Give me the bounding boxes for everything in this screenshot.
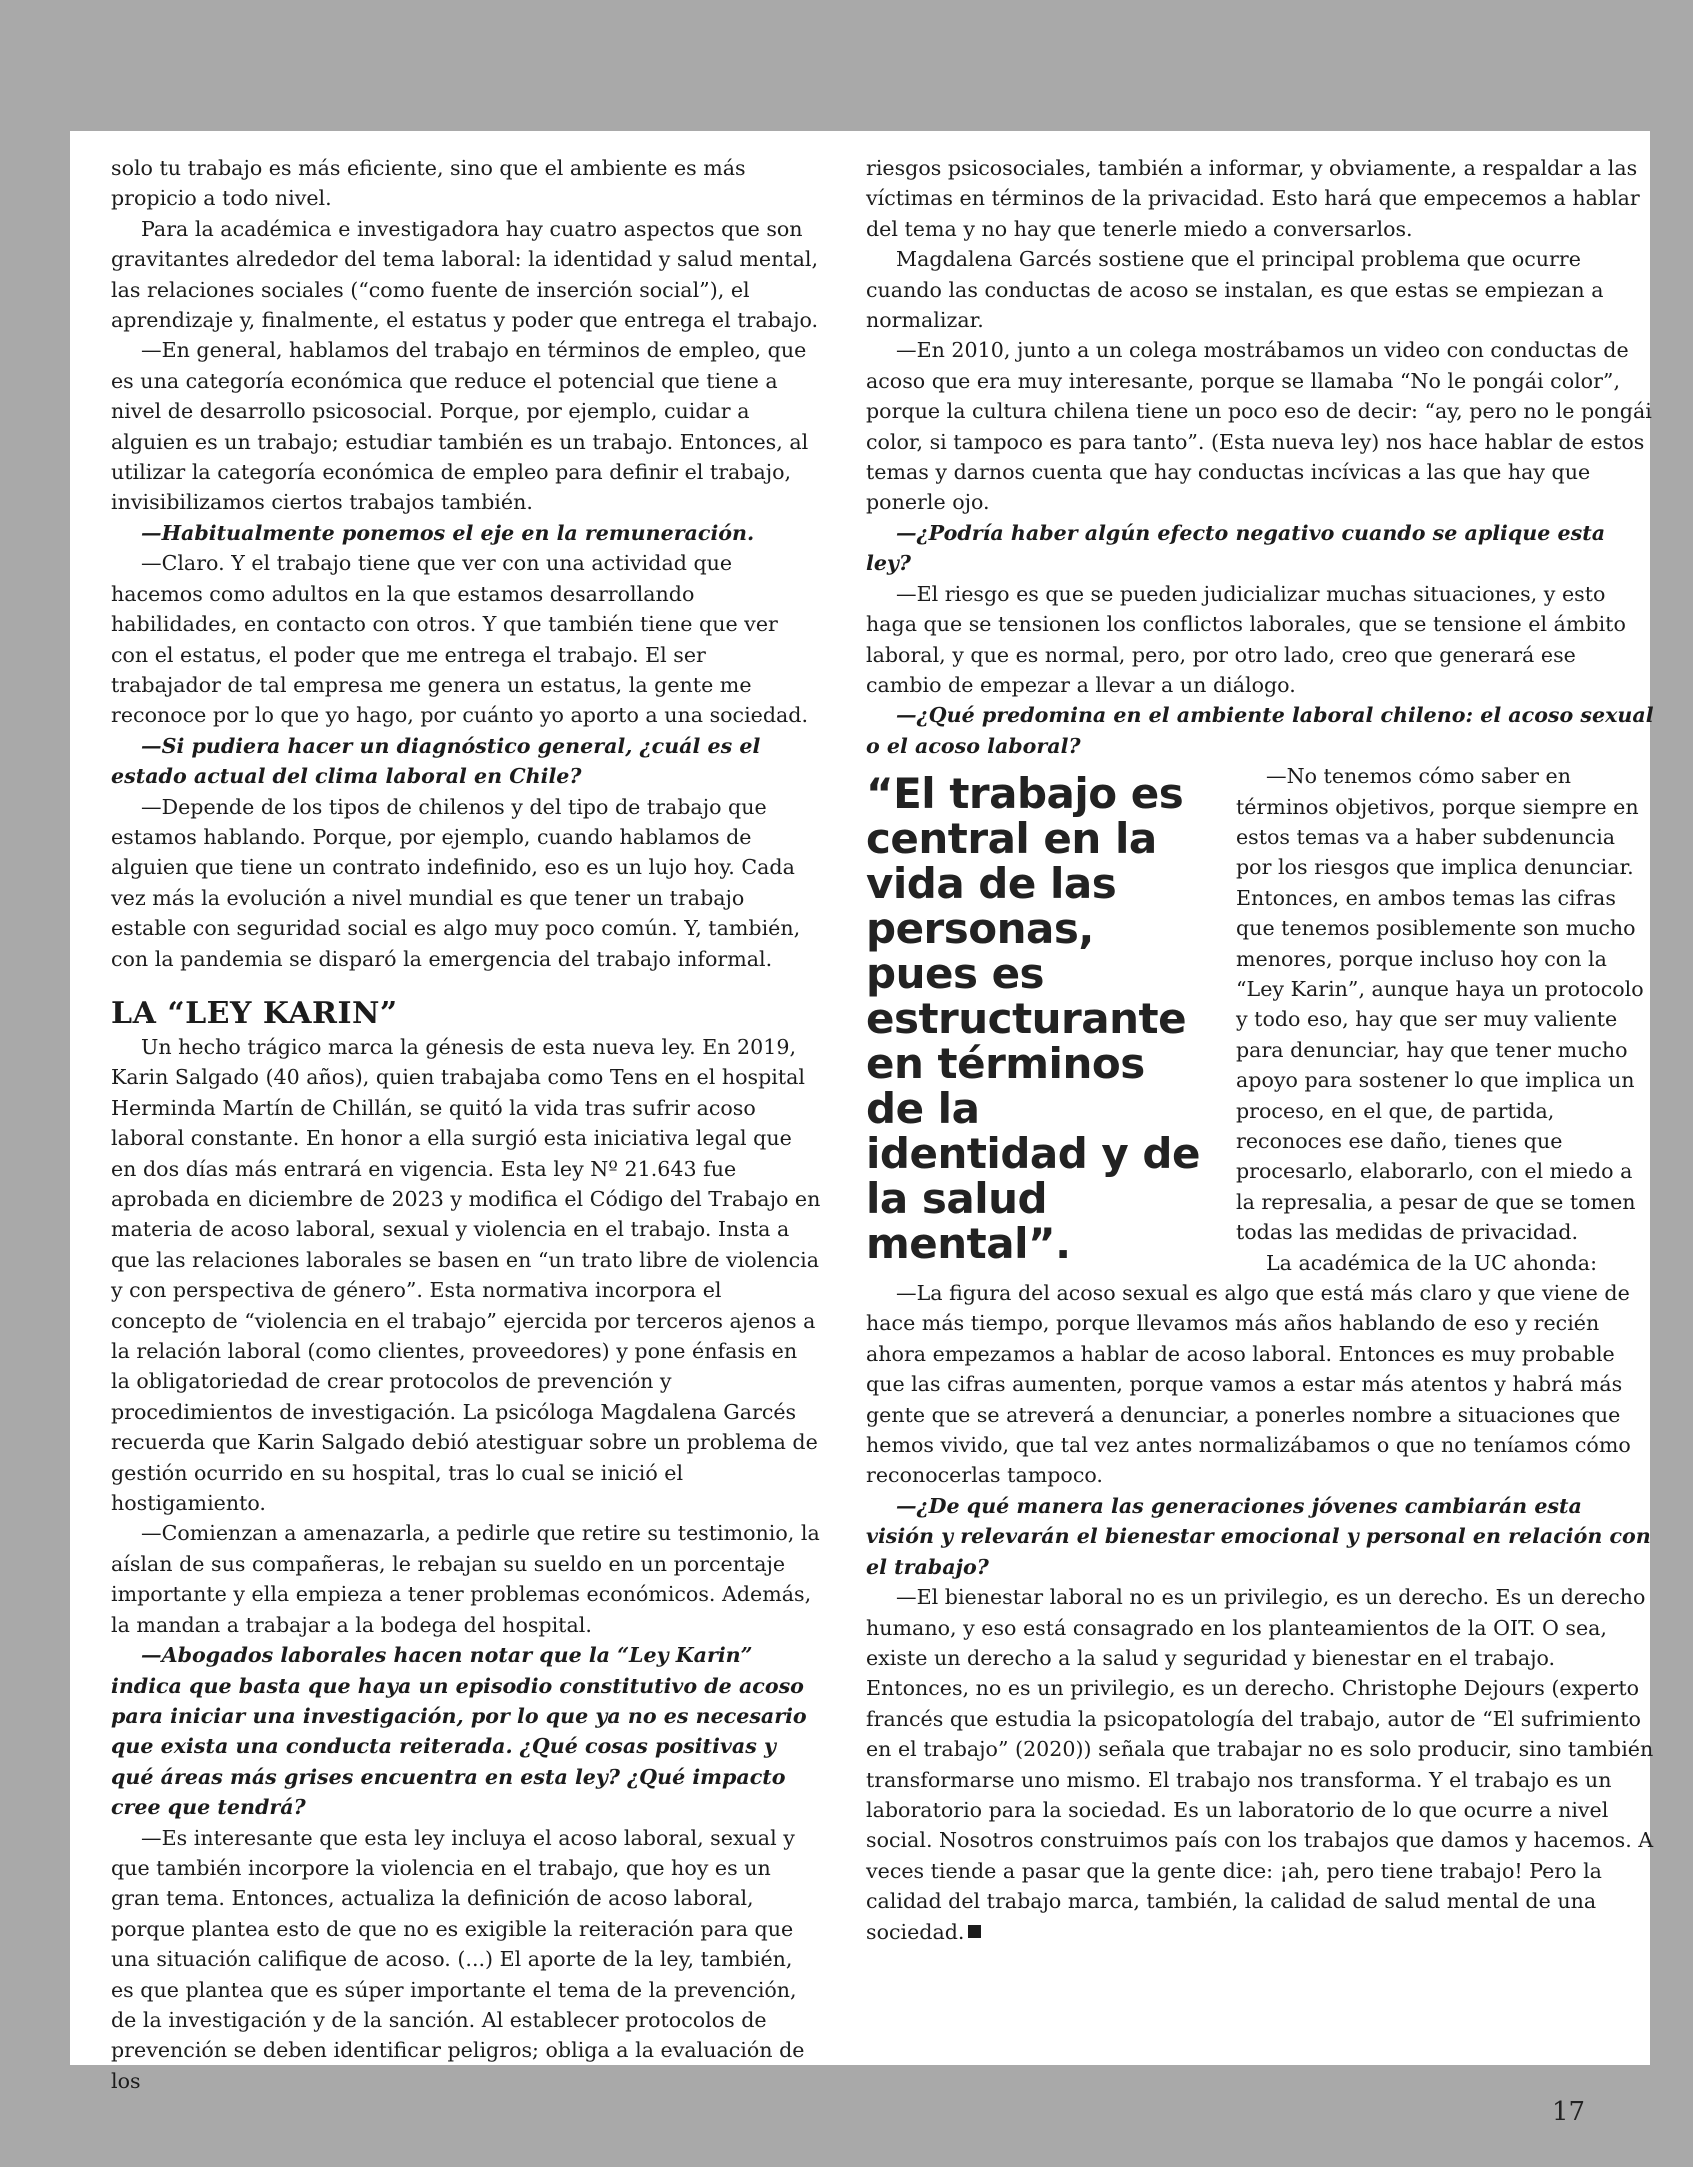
- paragraph: —La figura del acoso sexual es algo que está más claro y que viene de hace más tiempo, porque llevamos más años hablando de eso y recién ahora empezamos a hablar de acoso laboral. Entonces es muy probable que las cifras aumenten, porque vamos a estar más atentos y habrá más gente que se atreverá a denunciar, a ponerles nombre a situaciones que hemos vivido, que tal vez antes normalizábamos o que no teníamos cómo reconocerlas tampoco.: [866, 1281, 1631, 1488]
- paragraph: —En general, hablamos del trabajo en términos de empleo, que es una categoría económica que reduce el potencial que tiene a nivel de desarrollo psicosocial. Porque, por ejemplo, cuidar a alguien es un trabajo; estudiar también es un trabajo. Entonces, al utilizar la categoría económica de empleo para definir el trabajo, invisibilizamos ciertos trabajos también.: [111, 338, 809, 515]
- paragraph: riesgos psicosociales, también a informar, y obviamente, a respaldar a las víctimas en términos de la privacidad. Esto hará que empecemos a hablar del tema y no hay que tenerle miedo a conversarlos.: [866, 156, 1640, 241]
- right-column: [866, 153, 1656, 1947]
- paragraph: Magdalena Garcés sostiene que el principal problema que ocurre cuando las conductas de acoso se instalan, es que estas se empiezan a normalizar.: [866, 247, 1604, 333]
- paragraph: —En 2010, junto a un colega mostrábamos un video con conductas de acoso que era muy interesante, porque se llamaba “No le pongái color”, porque la cultura chilena tiene un poco eso de decir: “ay, pero no le pongái color, si tampoco es para tanto”. (Esta nueva ley) nos hace hablar de estos temas y darnos cuenta que hay conductas incívicas a las que hay que ponerle ojo.: [866, 338, 1652, 515]
- pull-quote: “El trabajo es central en la vida de las personas, pues es estructurante en términos de la identidad y de la salud mental”.: [866, 769, 1200, 1269]
- magazine-page: [70, 131, 1654, 2093]
- interview-question: —¿De qué manera las generaciones jóvenes cambiarán esta visión y relevarán el bienestar emocional y personal en relación con el trabajo?: [866, 1493, 1651, 1579]
- interview-question: —Si pudiera hacer un diagnóstico general, ¿cuál es el estado actual del clima laboral en Chile?: [111, 733, 761, 789]
- page-number: 17: [1552, 2097, 1586, 2127]
- closing-paragraph-text: —El bienestar laboral no es un privilegio, es un derecho. Es un derecho humano, y eso está consagrado en los planteamientos de la OIT. O sea, existe un derecho a la salud y seguridad y bienestar en el trabajo. Entonces, no es un privilegio, es un derecho. Christophe Dejours (experto francés que estudia la psicopatología del trabajo, autor de “El sufrimiento en el trabajo” (2020)) señala que trabajar no es solo producir, sino también transformarse uno mismo. El trabajo nos transforma. Y el trabajo es un laboratorio para la sociedad. Es un laboratorio de lo que ocurre a nivel social. Nosotros construimos país con los trabajos que damos y hacemos. A veces tiende a pasar que la gente dice: ¡ah, pero tiene trabajo! Pero la calidad del trabajo marca, también, la calidad de salud mental de una sociedad.: [866, 1585, 1654, 1944]
- interview-question: —¿Podría haber algún efecto negativo cuando se aplique esta ley?: [866, 520, 1606, 576]
- paragraph: La académica de la UC ahonda:: [1266, 1250, 1598, 1275]
- interview-question: —¿Qué predomina en el ambiente laboral chileno: el acoso sexual o el acoso laboral?: [866, 703, 1654, 758]
- paragraph: —No tenemos cómo saber en términos objetivos, porque siempre en estos temas va a haber subdenuncia por los riesgos que implica denunciar. Entonces, en ambos temas las cifras que tenemos posiblemente son mucho menores, porque incluso hoy con la “Ley Karin”, aunque haya un protocolo y todo eso, hay que ser muy valiente para denunciar, hay que tener mucho apoyo para sostener lo que implica un proceso, en el que, de partida, reconoces ese daño, tienes que procesarlo, elaborarlo, con el miedo a la represalia, a pesar de que se tomen todas las medidas de privacidad.: [1236, 764, 1644, 1245]
- paragraph: solo tu trabajo es más eficiente, sino que el ambiente es más propicio a todo nivel.: [111, 156, 746, 211]
- end-of-article-icon: [968, 1925, 981, 1938]
- paragraph: [866, 1582, 1656, 1947]
- paragraph: —Es interesante que esta ley incluya el acoso laboral, sexual y que también incorpore la violencia en el trabajo, que hoy es un gran tema. Entonces, actualiza la definición de acoso laboral, porque plantea esto de que no es exigible la reiteración para que una situación califique de acoso. (...) El aporte de la ley, también, es que plantea que es súper importante el tema de la prevención, de la investigación y de la sanción. Al establecer protocolos de prevención se deben identificar peligros; obliga a la evaluación de los: [111, 1825, 805, 2093]
- paragraph: —Claro. Y el trabajo tiene que ver con una actividad que hacemos como adultos en la que estamos desarrollando habilidades, en contacto con otros. Y que también tiene que ver con el estatus, el poder que me entrega el trabajo. El ser trabajador de tal empresa me genera un estatus, la gente me reconoce por lo que yo hago, por cuánto yo aporto a una sociedad.: [111, 551, 809, 728]
- section-heading: LA “LEY KARIN”: [111, 995, 398, 1031]
- paragraph: —Depende de los tipos de chilenos y del tipo de trabajo que estamos hablando. Porque, por ejemplo, cuando hablamos de alguien que tiene un contrato indefinido, eso es un lujo hoy. Cada vez más la evolución a nivel mundial es que tener un trabajo estable con seguridad social es algo muy poco común. Y, también, con la pandemia se disparó la emergencia del trabajo informal.: [111, 794, 801, 971]
- paragraph: Para la académica e investigadora hay cuatro aspectos que son gravitantes alrededor del tema laboral: la identidad y salud mental, las relaciones sociales (“como fuente de inserción social”), el aprendizaje y, finalmente, el estatus y poder que entrega el trabajo.: [111, 216, 819, 333]
- left-column: [111, 153, 821, 2096]
- interview-question: —Abogados laborales hacen notar que la “Ley Karin” indica que basta que haya un episodio constitutivo de acoso para iniciar una investigación, por lo que ya no es necesario que exista una conducta reiterada. ¿Qué cosas positivas y qué áreas más grises encuentra en esta ley? ¿Qué impacto cree que tendrá?: [111, 1643, 807, 1820]
- paragraph: Un hecho trágico marca la génesis de esta nueva ley. En 2019, Karin Salgado (40 años), quien trabajaba como Tens en el hospital Herminda Martín de Chillán, se quitó la vida tras sufrir acoso laboral constante. En honor a ella surgió esta iniciativa legal que en dos días más entrará en vigencia. Esta ley Nº 21.643 fue aprobada en diciembre de 2023 y modifica el Código del Trabajo en materia de acoso laboral, sexual y violencia en el trabajo. Insta a que las relaciones laborales se basen en “un trato libre de violencia y con perspectiva de género”. Esta normativa incorpora el concepto de “violencia en el trabajo” ejercida por terceros ajenos a la relación laboral (como clientes, proveedores) y pone énfasis en la obligatoriedad de crear protocolos de prevención y procedimientos de investigación. La psicóloga Magdalena Garcés recuerda que Karin Salgado debió atestiguar sobre un problema de gestión ocurrido en su hospital, tras lo cual se inició el hostigamiento.: [111, 1034, 821, 1516]
- paragraph: —El riesgo es que se pueden judicializar muchas situaciones, y esto haga que se tensionen los conflictos laborales, que se tensione el ámbito laboral, y que es normal, pero, por otro lado, creo que generará ese cambio de empezar a llevar a un diálogo.: [866, 581, 1626, 697]
- paragraph: —Comienzan a amenazarla, a pedirle que retire su testimonio, la aíslan de sus compañeras, le rebajan su sueldo en un porcentaje importante y ella empieza a tener problemas económicos. Además, la mandan a trabajar a la bodega del hospital.: [111, 1521, 820, 1637]
- interview-question: —Habitualmente ponemos el eje en la remuneración.: [141, 520, 755, 545]
